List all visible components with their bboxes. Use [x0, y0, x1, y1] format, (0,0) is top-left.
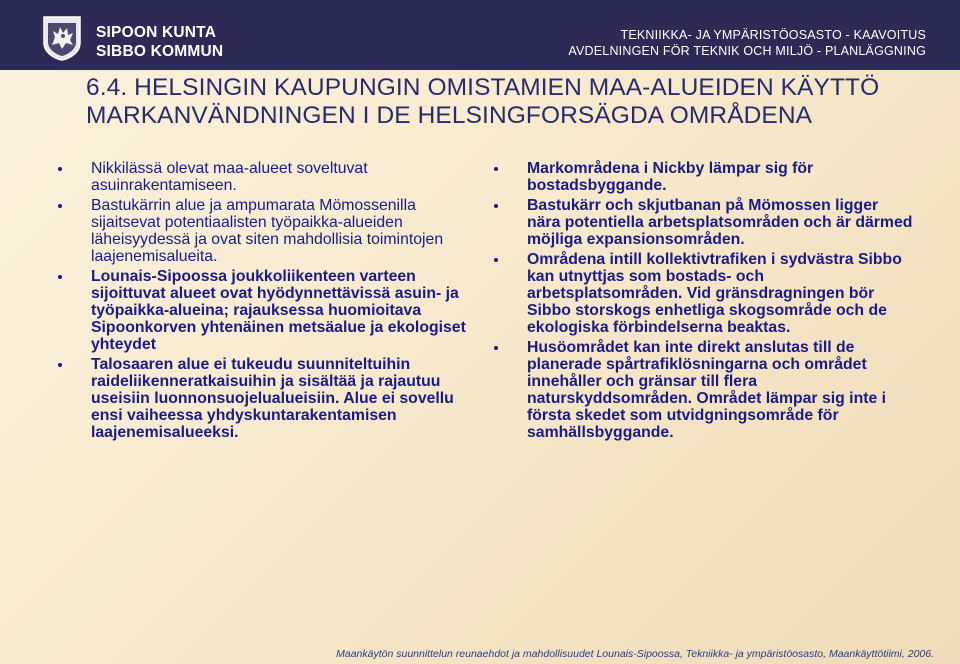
- dept-name-swedish: AVDELNINGEN FÖR TEKNIK OCH MILJÖ - PLANLÄGGNING: [568, 44, 926, 58]
- header-bar: [0, 0, 960, 70]
- bullet-dot-icon: [58, 204, 62, 208]
- dept-name-finnish: TEKNIIKKA- JA YMPÄRISTÖOSASTO - KAAVOITUS: [620, 28, 926, 42]
- list-item-text: Områdena intill kollektivtrafiken i sydvästra Sibbo kan utnyttjas som bostads- och arbetsplatsområden. Vid gränsdragningen bör Sibbo storskogs enhetliga skogsområde och de ekologiska förbindelserna beaktas.: [527, 251, 902, 336]
- list-item: [58, 356, 468, 441]
- list-item-text: Talosaaren alue ei tukeudu suunniteltuihin raideliikenneratkaisuihin ja sisältää ja rajautuu useisiin luonnonsuojelualueisiin. Alue ei sovellu ensi vaiheessa yhdyskuntarakentamisen laajenemisalueeksi.: [91, 356, 454, 441]
- department-name: [568, 27, 926, 59]
- org-name-swedish: SIBBO KOMMUN: [96, 43, 224, 60]
- list-item: [494, 339, 914, 441]
- list-item-text: Bastukärr och skjutbanan på Mömossen ligger nära potentiella arbetsplatsområden och är därmed möjliga expansionsområden.: [527, 197, 913, 248]
- bullet-dot-icon: [58, 363, 62, 367]
- list-item-text: Bastukärrin alue ja ampumarata Mömossenilla sijaitsevat potentiaalisten työpaikka-alueiden läheisyydessä ja ovat siten mahdollisia toimintojen laajenemisalueita.: [91, 197, 444, 265]
- bullet-dot-icon: [58, 167, 62, 171]
- org-name-finnish: SIPOON KUNTA: [96, 24, 217, 41]
- bullet-dot-icon: [494, 204, 498, 208]
- slide-title: [86, 74, 946, 130]
- bullet-dot-icon: [494, 258, 498, 262]
- list-item: [494, 160, 914, 194]
- slide-title-swedish: MARKANVÄNDNINGEN I DE HELSINGFORSÄGDA OMRÅDENA: [86, 102, 813, 129]
- list-item-text: Nikkilässä olevat maa-alueet soveltuvat asuinrakentamiseen.: [91, 160, 368, 194]
- list-item: [58, 160, 468, 194]
- bullet-dot-icon: [58, 275, 62, 279]
- list-item-text: Husöområdet kan inte direkt anslutas till de planerade spårtrafiklösningarna och området innehåller och gränsar till flera naturskyddsområden. Området lämpar sig inte i första skedet som utvidgningsområde för samhällsbyggande.: [527, 339, 887, 441]
- list-item: [58, 197, 468, 265]
- municipal-coat-of-arms-icon: [42, 15, 82, 61]
- list-item: [58, 268, 468, 353]
- organization-name: [96, 23, 223, 61]
- bullet-dot-icon: [494, 346, 498, 350]
- list-item-text: Lounais-Sipoossa joukkoliikenteen varteen sijoittuvat alueet ovat hyödynnettävissä asuin- ja työpaikka-alueina; rajauksessa huomioitava Sipoonkorven yhtenäinen metsäalue ja ekologiset yhteydet: [91, 268, 466, 353]
- list-item: [494, 251, 914, 336]
- bullet-dot-icon: [494, 167, 498, 171]
- list-item-text: Markområdena i Nickby lämpar sig för bostadsbyggande.: [527, 160, 814, 194]
- list-item: [494, 197, 914, 248]
- footer-source-note: Maankäytön suunnittelun reunaehdot ja mahdollisuudet Lounais-Sipoossa, Tekniikka- ja ympäristöosasto, Maankäyttötiimi, 2006.: [336, 648, 934, 660]
- slide-title-finnish: 6.4. HELSINGIN KAUPUNGIN OMISTAMIEN MAA-ALUEIDEN KÄYTTÖ: [86, 74, 880, 101]
- finnish-bullet-list: [58, 160, 468, 441]
- swedish-bullet-list: [494, 160, 914, 441]
